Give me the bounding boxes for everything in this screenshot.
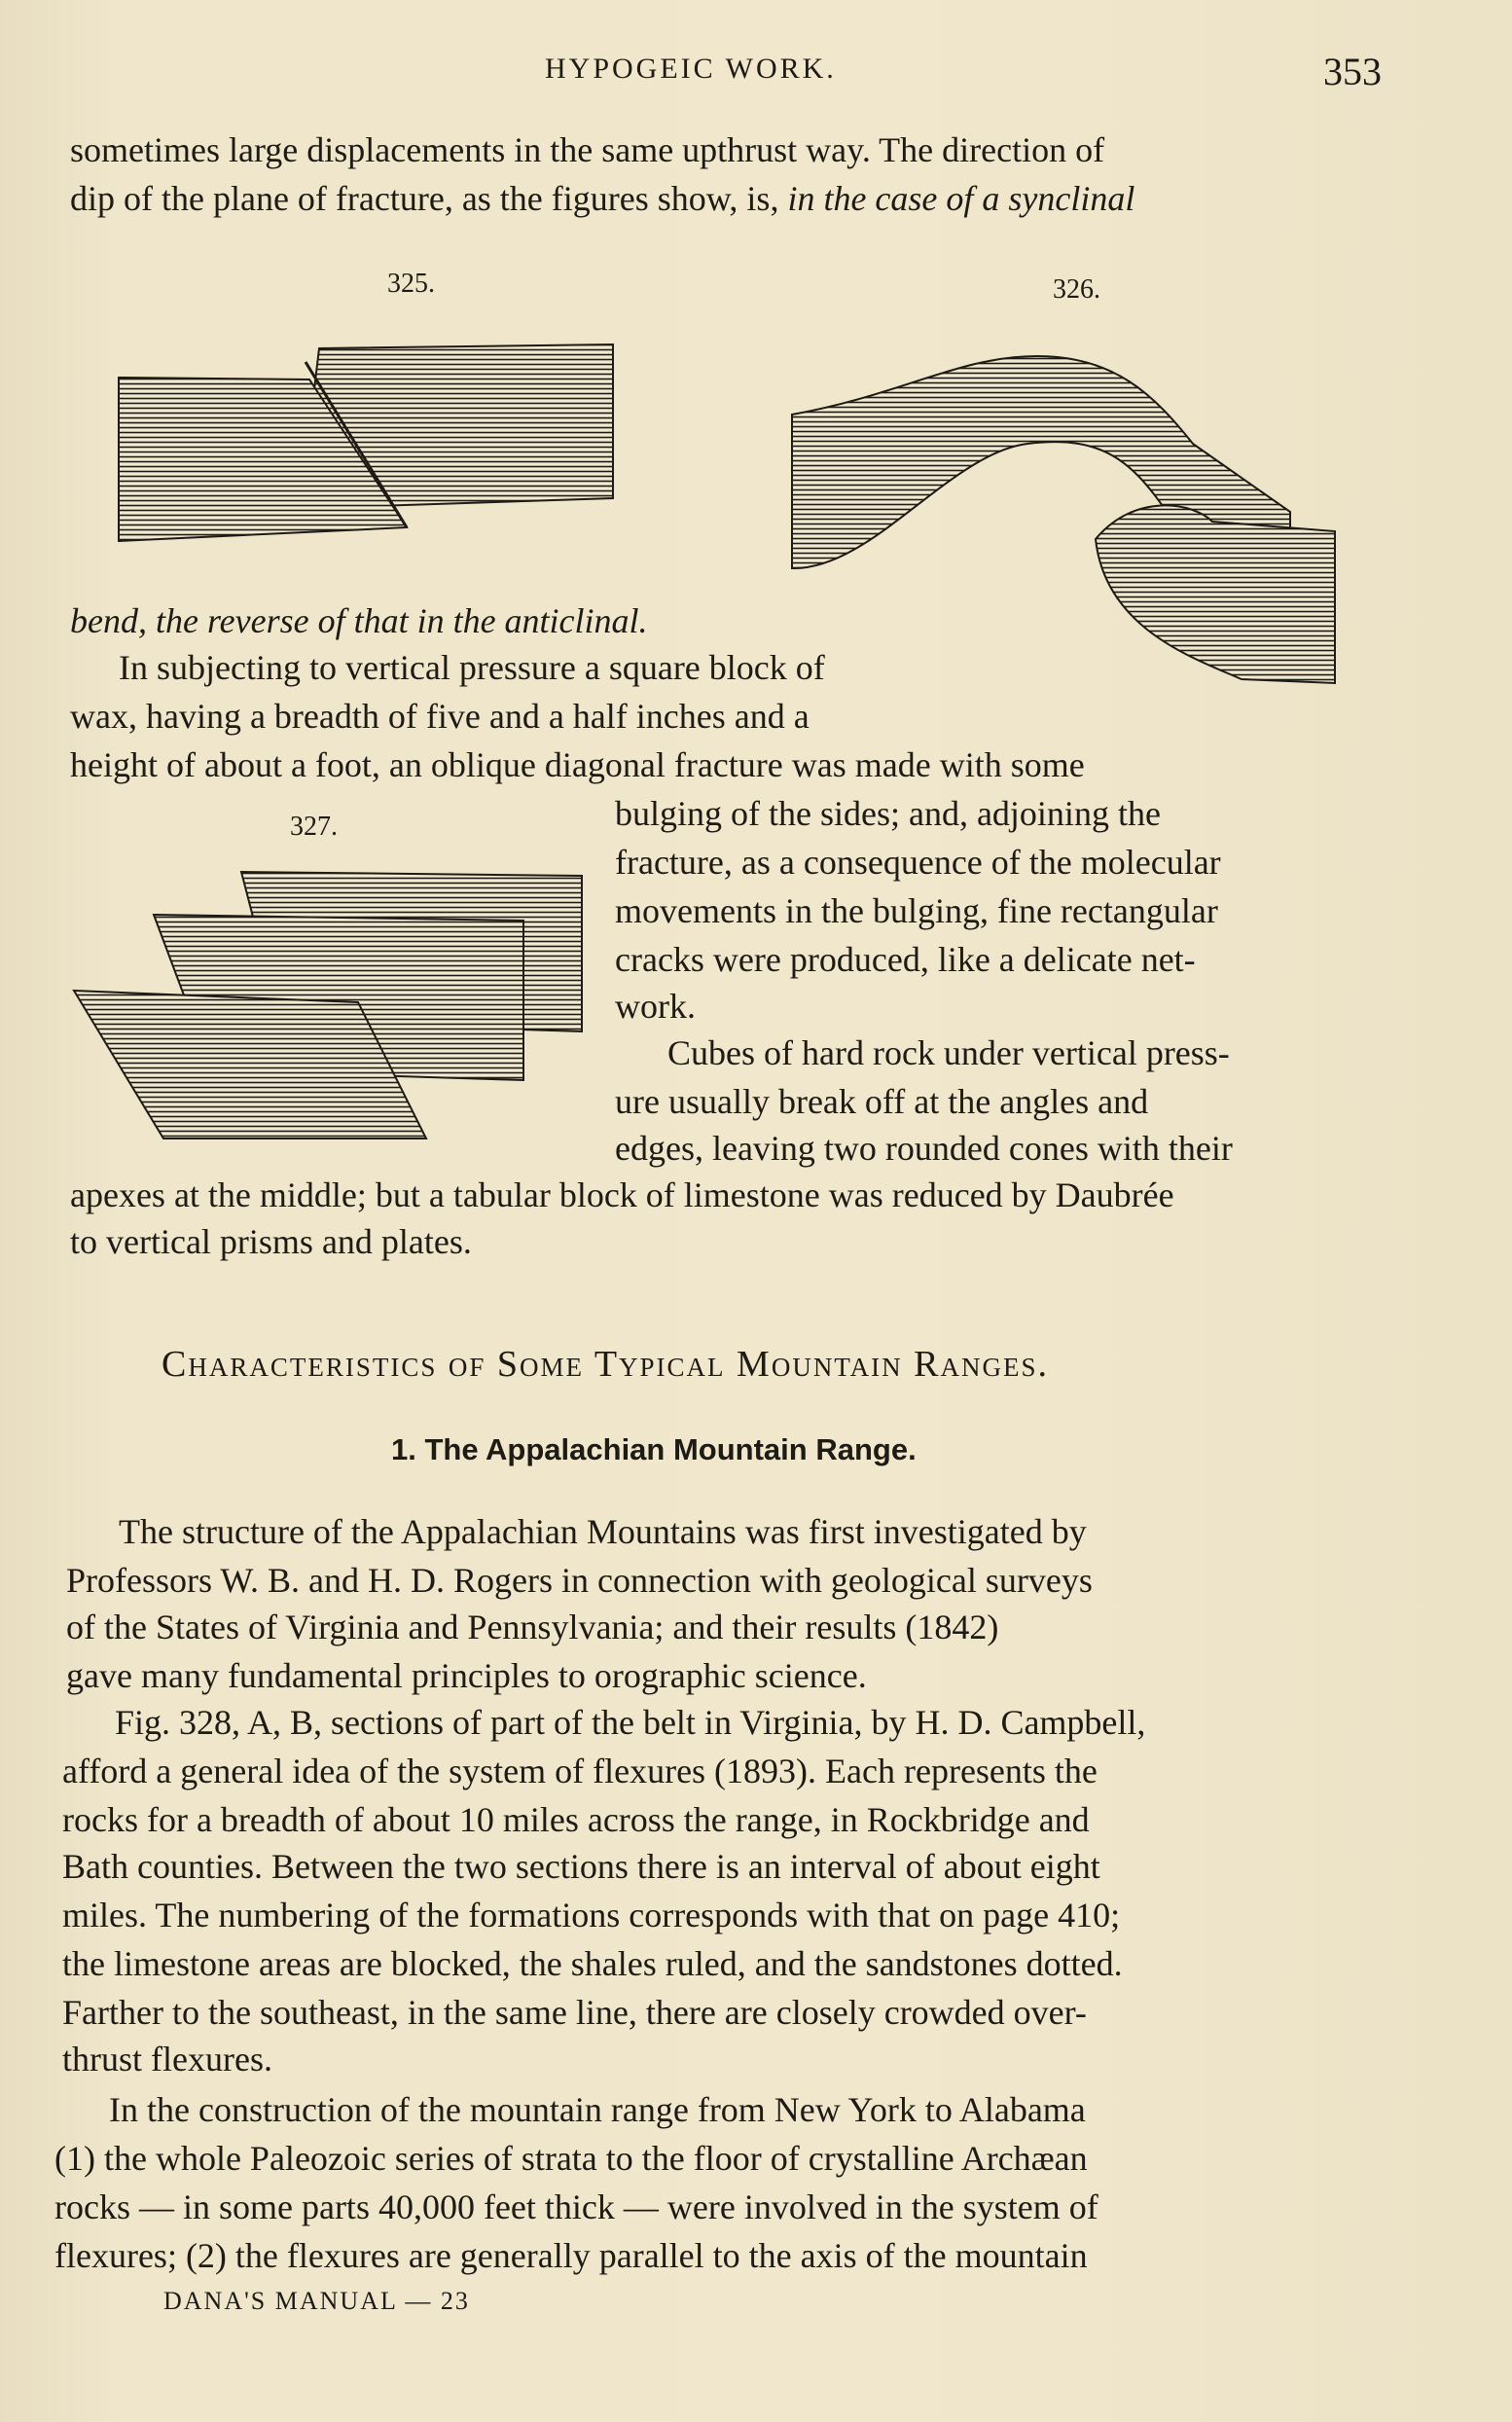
para5-line6: the limestone areas are blocked, the shales ruled, and the sandstones dotted. bbox=[62, 1944, 1123, 1983]
signature-footer: DANA'S MANUAL — 23 bbox=[163, 2287, 470, 2315]
figure-325-strata-drawing bbox=[115, 333, 621, 547]
para5-line2: afford a general idea of the system of flexures (1893). Each represents the bbox=[62, 1752, 1098, 1790]
subsection-title: 1. The Appalachian Mountain Range. bbox=[391, 1432, 917, 1466]
para1-line1: sometimes large displacements in the same upthrust way. The direction of bbox=[70, 130, 1105, 169]
para2-line6: movements in the bulging, fine rectangular bbox=[615, 891, 1218, 930]
para6-line3: rocks — in some parts 40,000 feet thick — were involved in the system of bbox=[54, 2187, 1098, 2226]
para4-line2: Professors W. B. and H. D. Rogers in connection with geological surveys bbox=[66, 1561, 1093, 1600]
para3-line4: apexes at the middle; but a tabular block of limestone was reduced by Daubrée bbox=[70, 1175, 1174, 1214]
para2-line5: fracture, as a consequence of the molecular bbox=[615, 843, 1221, 882]
para1-line2-italic: in the case of a synclinal bbox=[787, 179, 1135, 218]
para6-line1: In the construction of the mountain range from New York to Alabama bbox=[109, 2090, 1086, 2129]
para3-line2: ure usually break off at the angles and bbox=[615, 1082, 1149, 1121]
figure-326 bbox=[784, 317, 1349, 687]
para2-line2: wax, having a breadth of five and a half inches and a bbox=[70, 697, 810, 736]
para2-line4: bulging of the sides; and, adjoining the bbox=[615, 794, 1161, 833]
para4-line3: of the States of Virginia and Pennsylvania; and their results (1842) bbox=[66, 1608, 999, 1646]
para5-line3: rocks for a breadth of about 10 miles across the range, in Rockbridge and bbox=[62, 1800, 1090, 1839]
para6-line2: (1) the whole Paleozoic series of strata to the floor of crystalline Archæan bbox=[54, 2139, 1088, 2178]
figure-325 bbox=[115, 333, 621, 547]
page-number: 353 bbox=[1323, 50, 1382, 93]
figure-326-number: 326. bbox=[1053, 274, 1100, 305]
para5-line8: thrust flexures. bbox=[62, 2040, 272, 2079]
para3-line1: Cubes of hard rock under vertical press- bbox=[667, 1033, 1230, 1072]
running-head bbox=[0, 47, 1512, 95]
para5-line4: Bath counties. Between the two sections there is an interval of about eight bbox=[62, 1847, 1100, 1886]
para2-line8: work. bbox=[615, 987, 696, 1026]
para5-line7: Farther to the southeast, in the same line, there are closely crowded over- bbox=[62, 1993, 1087, 2032]
para6-line4: flexures; (2) the flexures are generally parallel to the axis of the mountain bbox=[54, 2236, 1088, 2275]
para3-line5: to vertical prisms and plates. bbox=[70, 1222, 472, 1261]
figure-327-strata-drawing bbox=[66, 856, 592, 1148]
para5-line1: Fig. 328, A, B, sections of part of the belt in Virginia, by H. D. Campbell, bbox=[115, 1703, 1146, 1742]
para2-line3: height of about a foot, an oblique diagonal fracture was made with some bbox=[70, 745, 1085, 784]
para2-line1: In subjecting to vertical pressure a square block of bbox=[119, 648, 825, 687]
para1-continuation: bend, the reverse of that in the anticlinal. bbox=[70, 601, 648, 640]
para3-line3: edges, leaving two rounded cones with their bbox=[615, 1129, 1233, 1168]
para1-line2-roman: dip of the plane of fracture, as the figures show, is, bbox=[70, 179, 788, 218]
running-title: HYPOGEIC WORK. bbox=[545, 53, 837, 85]
section-title: Characteristics of Some Typical Mountain Ranges. bbox=[162, 1344, 1049, 1385]
figure-325-number: 325. bbox=[387, 269, 435, 299]
figure-327 bbox=[66, 856, 592, 1148]
para1-line2 bbox=[70, 175, 1134, 222]
para4-line1: The structure of the Appalachian Mountains was first investigated by bbox=[119, 1512, 1087, 1551]
figure-326-strata-drawing bbox=[784, 317, 1349, 687]
para5-line5: miles. The numbering of the formations corresponds with that on page 410; bbox=[62, 1896, 1121, 1934]
para4-line4: gave many fundamental principles to orographic science. bbox=[66, 1656, 867, 1695]
para2-line7: cracks were produced, like a delicate net- bbox=[615, 940, 1196, 979]
figure-327-number: 327. bbox=[290, 812, 338, 842]
